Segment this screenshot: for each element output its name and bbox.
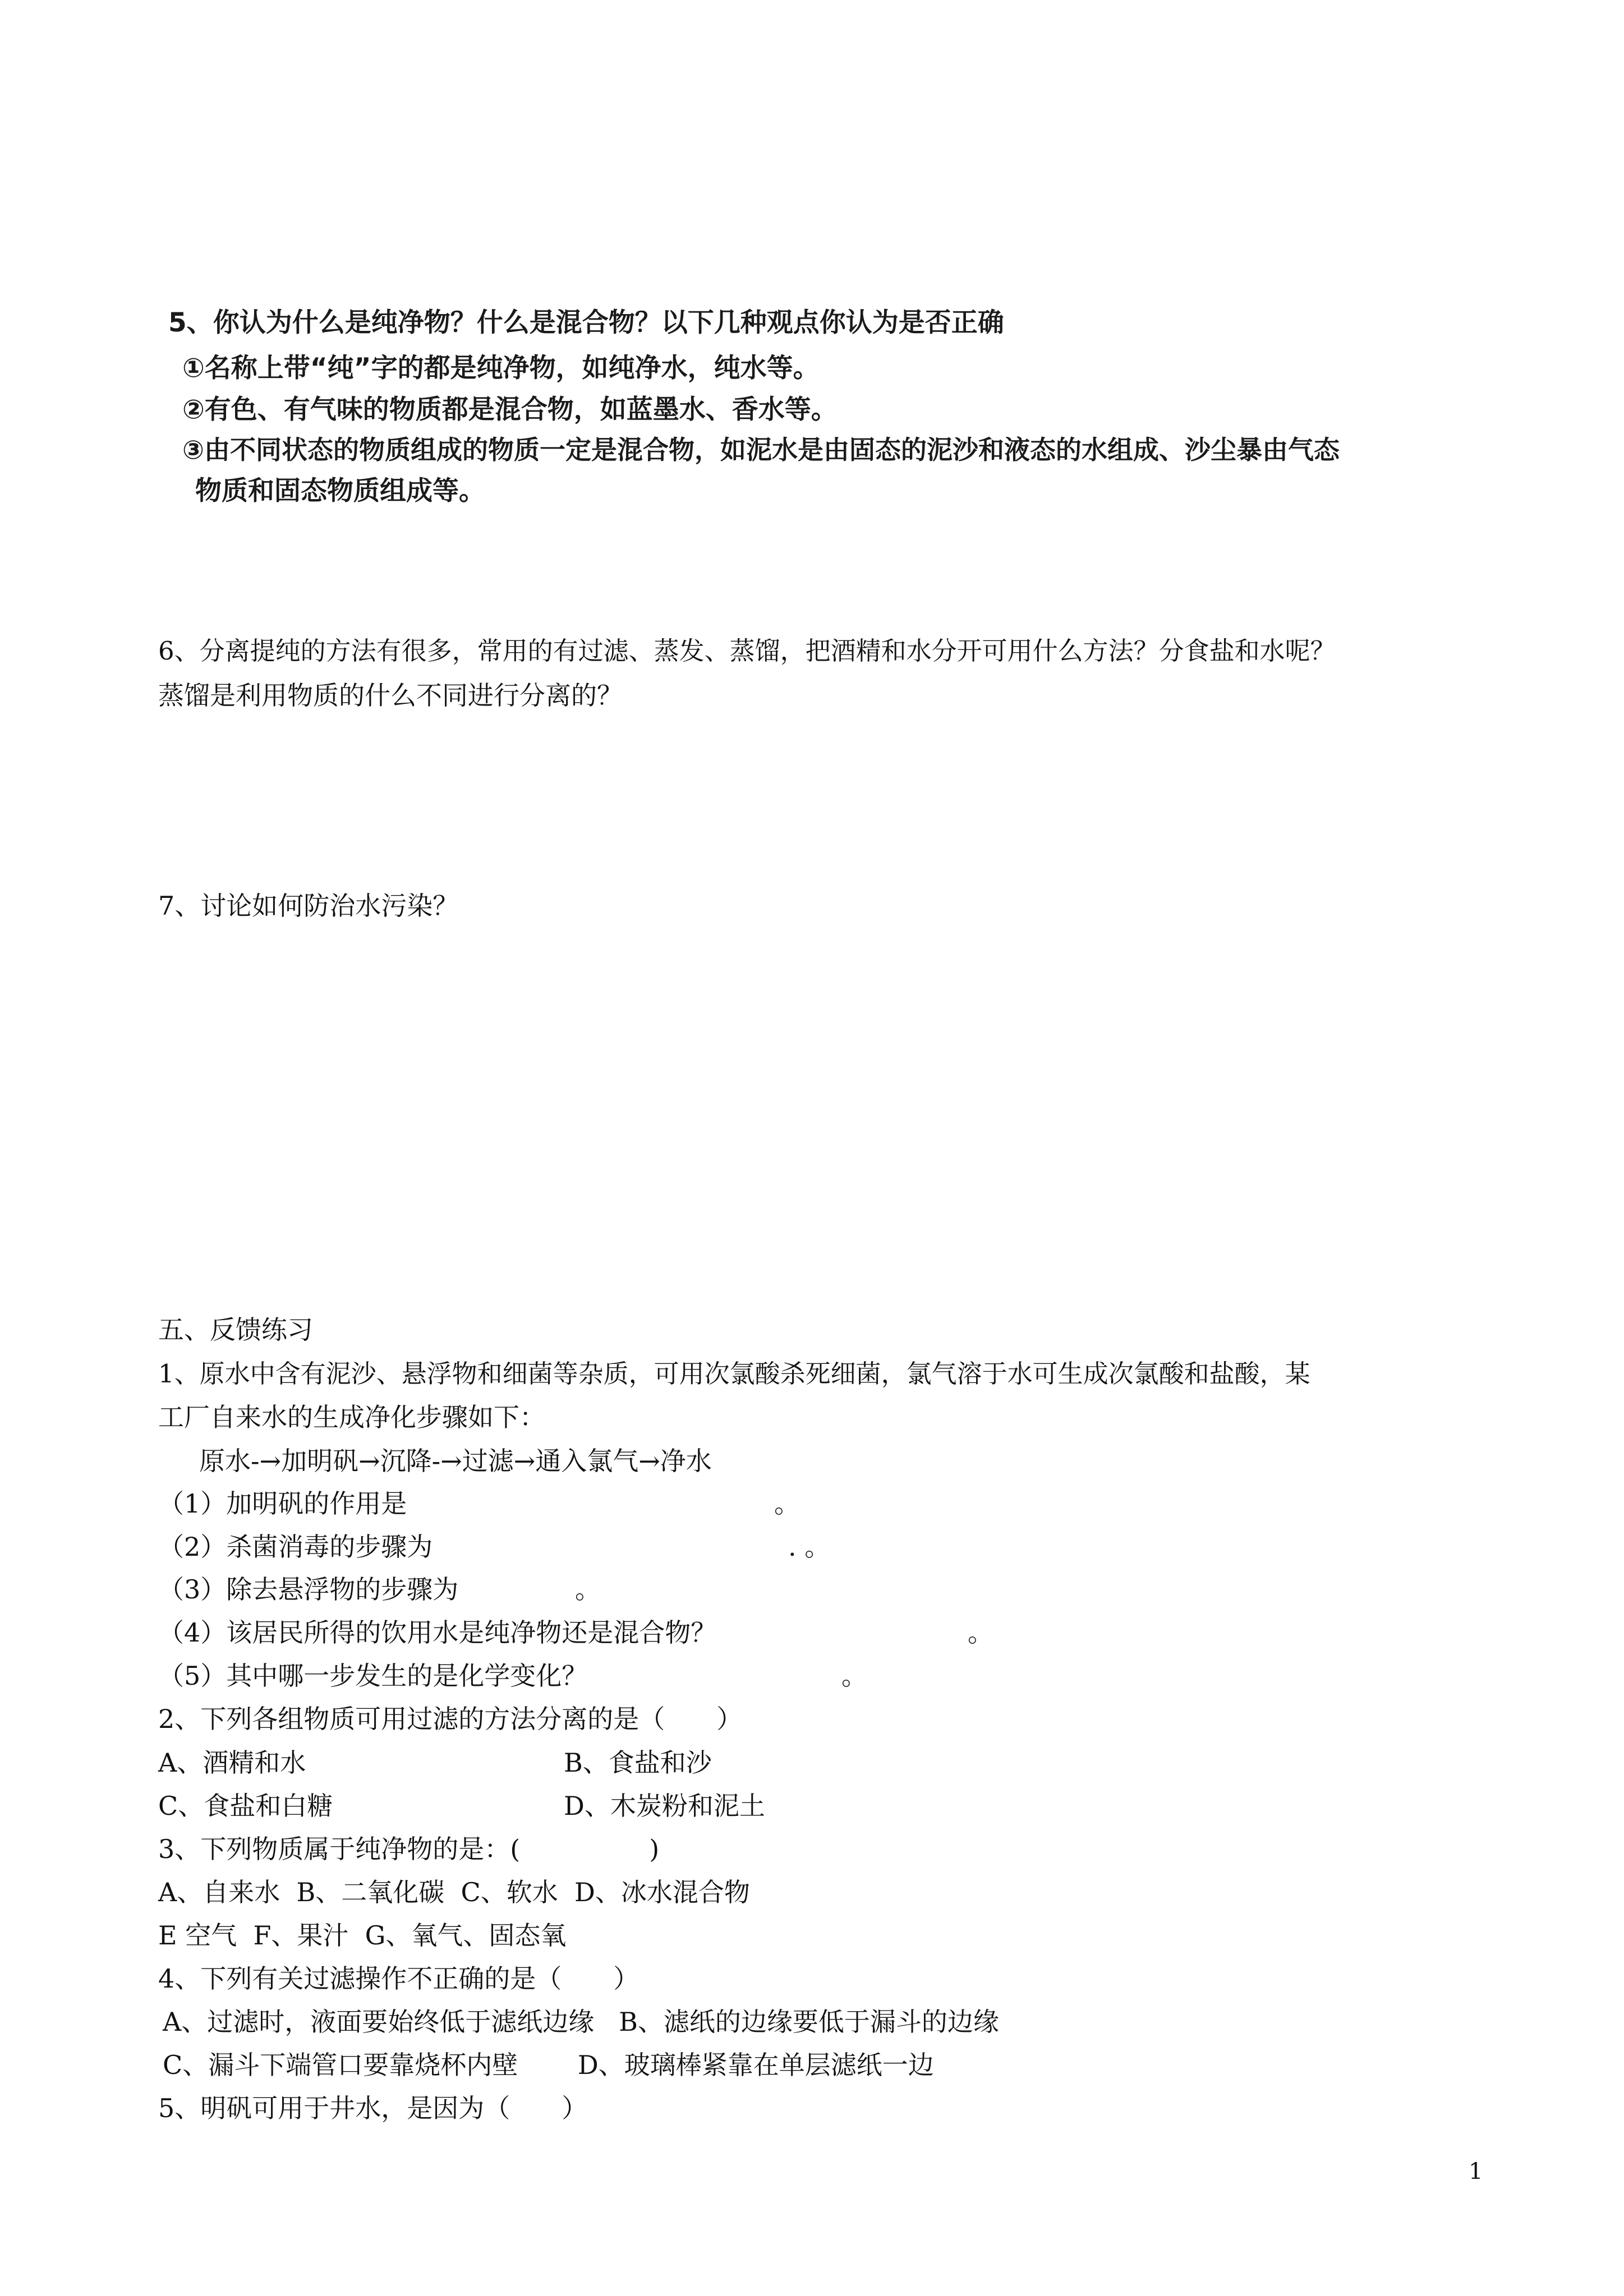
ex5-stem: 5、明矾可用于井水，是因为（ ） xyxy=(158,2093,588,2123)
ex4-options-2: C、漏斗下端管口要靠烧杯内壁 D、玻璃棒紧靠在单层滤纸一边 xyxy=(163,2050,934,2080)
ex4-options-1: A、过滤时，液面要始终低于滤纸边缘 B、滤纸的边缘要低于漏斗的边缘 xyxy=(163,2007,999,2037)
ex1-sub-3: （3）除去悬浮物的步骤为 xyxy=(158,1574,459,1605)
section-heading: 五、反馈练习 xyxy=(158,1315,313,1345)
q5-view-3: ③由不同状态的物质组成的物质一定是混合物，如泥水是由固态的泥沙和液态的水组成、沙尘暴由气态 xyxy=(182,435,1340,465)
ex4-stem: 4、下列有关过滤操作不正确的是（ ） xyxy=(158,1963,640,1994)
ex1-sub-1-end: 。 xyxy=(774,1488,800,1519)
ex3-options-2: E 空气 F、果汁 G、氧气、固态氧 xyxy=(158,1920,567,1951)
page-number: 1 xyxy=(1469,2159,1483,2184)
q5-view-1: ①名称上带“纯”字的都是纯净物，如纯净水，纯水等。 xyxy=(182,353,820,384)
ex2-stem: 2、下列各组物质可用过滤的方法分离的是（ ） xyxy=(158,1704,743,1734)
q7-text: 7、讨论如何防治水污染？ xyxy=(158,891,459,921)
ex1-sub-4: （4）该居民所得的饮用水是纯净物还是混合物？ xyxy=(158,1617,717,1648)
ex1-sub-1: （1）加明矾的作用是 xyxy=(158,1488,407,1519)
ex3-stem: 3、下列物质属于纯净物的是：( ) xyxy=(158,1834,660,1864)
ex1-sub-4-end: 。 xyxy=(968,1617,993,1648)
ex1-line-2: 工厂自来水的生成净化步骤如下： xyxy=(158,1402,545,1432)
ex2-option-a: A、酒精和水 xyxy=(158,1748,306,1778)
ex3-options-1: A、自来水 B、二氧化碳 C、软水 D、冰水混合物 xyxy=(158,1877,750,1907)
ex1-sub-2-end: . 。 xyxy=(788,1532,831,1562)
ex2-option-c: C、食盐和白糖 xyxy=(158,1791,333,1821)
ex1-sub-5: （5）其中哪一步发生的是化学变化？ xyxy=(158,1661,588,1691)
q5-view-3-cont: 物质和固态物质组成等。 xyxy=(195,476,485,506)
ex2-option-b: B、食盐和沙 xyxy=(564,1748,712,1778)
ex1-flow: 原水-→加明矾→沉降-→过滤→通入氯气→净水 xyxy=(199,1446,712,1476)
ex2-option-d: D、木炭粉和泥土 xyxy=(564,1791,765,1821)
q6-line-1: 6、分离提纯的方法有很多，常用的有过滤、蒸发、蒸馏，把酒精和水分开可用什么方法？分食盐和水呢？ xyxy=(158,636,1336,666)
ex1-sub-3-end: 。 xyxy=(575,1574,601,1605)
ex1-sub-2: （2）杀菌消毒的步骤为 xyxy=(158,1532,433,1562)
q5-title: 5、你认为什么是纯净物？什么是混合物？以下几种观点你认为是否正确 xyxy=(168,307,1004,338)
ex1-sub-5-end: 。 xyxy=(841,1661,867,1691)
q5-view-2: ②有色、有气味的物质都是混合物，如蓝墨水、香水等。 xyxy=(182,394,838,425)
q6-line-2: 蒸馏是利用物质的什么不同进行分离的？ xyxy=(158,680,623,711)
ex1-line-1: 1、原水中含有泥沙、悬浮物和细菌等杂质，可用次氯酸杀死细菌，氯气溶于水可生成次氯酸和盐酸，某 xyxy=(158,1359,1310,1389)
